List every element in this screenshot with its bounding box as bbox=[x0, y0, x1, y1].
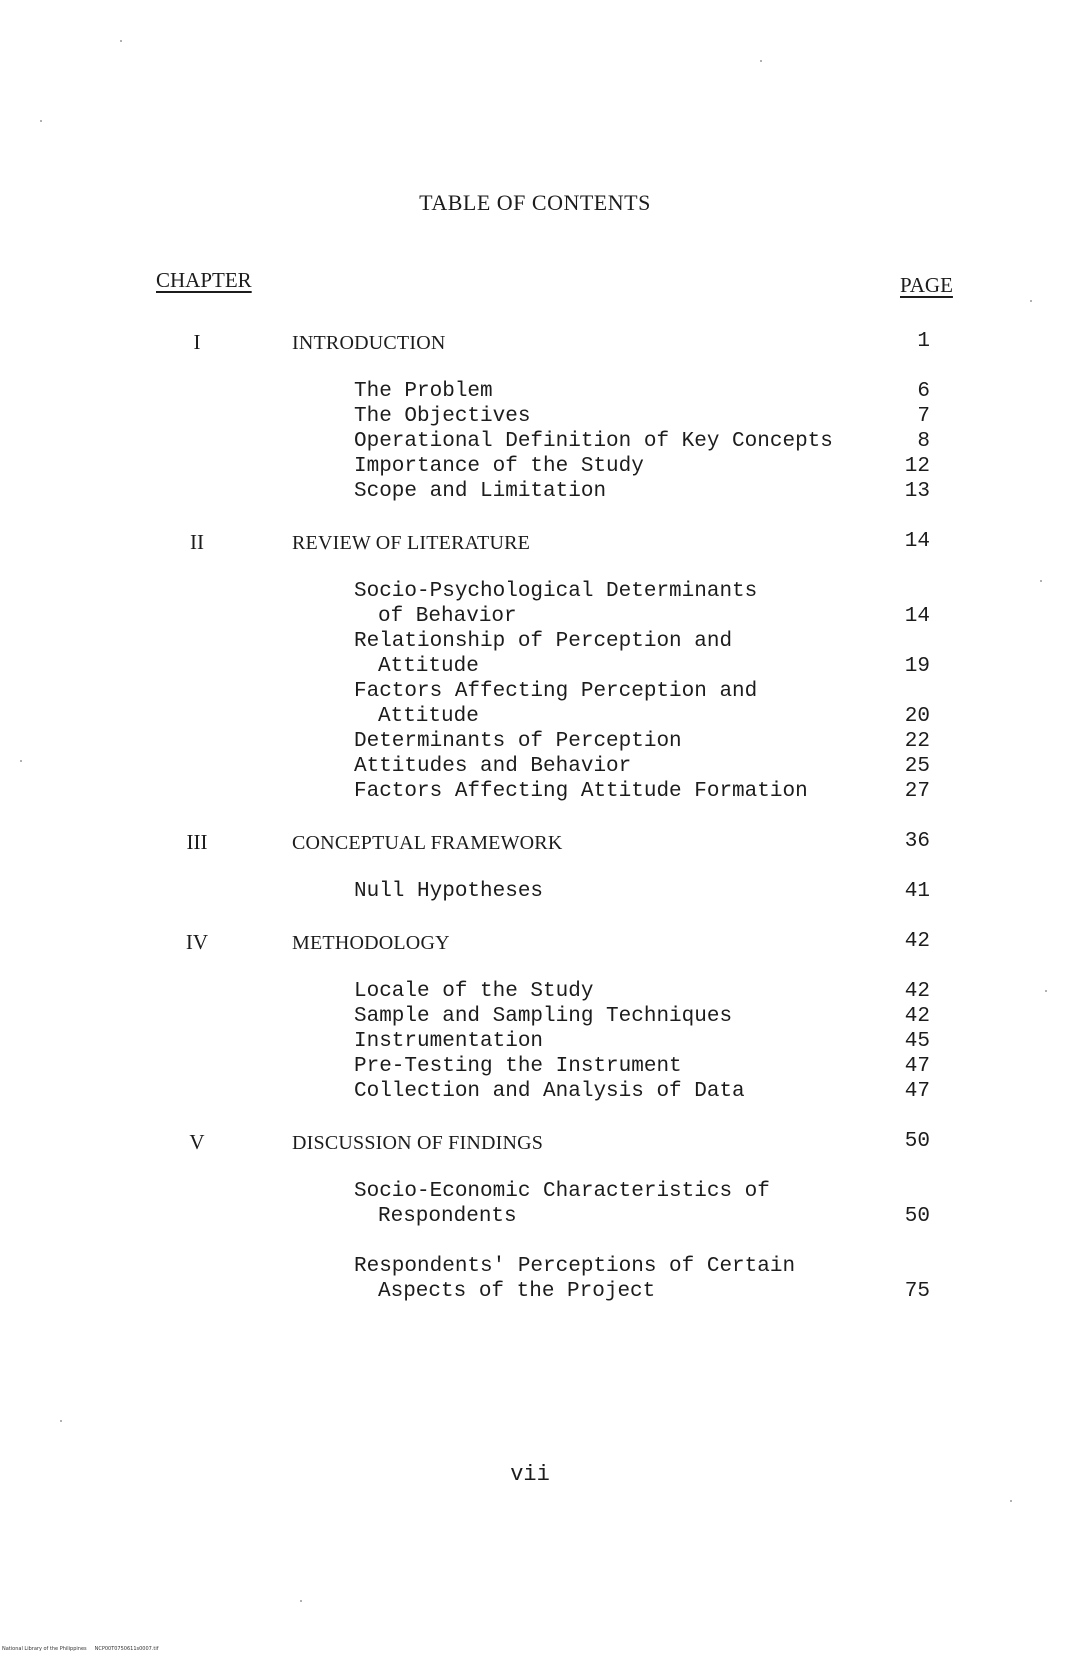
chapter-page: 36 bbox=[904, 830, 930, 853]
section-row bbox=[0, 1055, 1091, 1083]
section-row bbox=[0, 780, 1091, 808]
section-title: The Problem bbox=[354, 380, 493, 403]
section-title-continued: Respondents bbox=[378, 1205, 517, 1228]
chapter-number: V bbox=[189, 1130, 205, 1154]
section-title: Pre-Testing the Instrument bbox=[354, 1055, 682, 1078]
section-row bbox=[0, 430, 1091, 458]
section-row bbox=[0, 630, 1091, 658]
section-title-continued: Aspects of the Project bbox=[378, 1280, 656, 1303]
scan-speck bbox=[1030, 300, 1032, 302]
section-title: Locale of the Study bbox=[354, 980, 594, 1003]
section-title: Respondents' Perceptions of Certain bbox=[354, 1255, 796, 1278]
section-page: 12 bbox=[904, 455, 930, 478]
section-row bbox=[0, 730, 1091, 758]
section-page: 22 bbox=[904, 730, 930, 753]
page-title: TABLE OF CONTENTS bbox=[419, 190, 651, 215]
chapter-page: 14 bbox=[904, 530, 930, 553]
section-title: Operational Definition of Key Concepts bbox=[354, 430, 833, 453]
chapter-row bbox=[0, 830, 1091, 858]
page-number: vii bbox=[510, 1462, 550, 1487]
section-title: Attitudes and Behavior bbox=[354, 755, 632, 778]
section-title-continued: Attitude bbox=[378, 705, 479, 728]
section-page: 27 bbox=[904, 780, 930, 803]
scan-speck bbox=[120, 40, 122, 42]
section-row bbox=[0, 605, 1091, 633]
section-title: Sample and Sampling Techniques bbox=[354, 1005, 733, 1028]
scan-speck bbox=[1010, 1500, 1012, 1502]
section-title: Factors Affecting Perception and bbox=[354, 680, 758, 703]
section-title: Socio-Economic Characteristics of bbox=[354, 1180, 770, 1203]
section-page: 6 bbox=[917, 380, 930, 403]
chapter-row bbox=[0, 1130, 1091, 1158]
section-title-continued: Attitude bbox=[378, 655, 479, 678]
section-page: 8 bbox=[917, 430, 930, 453]
section-title: Importance of the Study bbox=[354, 455, 644, 478]
scan-speck bbox=[300, 1600, 302, 1602]
scan-speck bbox=[20, 760, 22, 762]
section-page: 25 bbox=[904, 755, 930, 778]
section-row bbox=[0, 405, 1091, 433]
chapter-row bbox=[0, 330, 1091, 358]
chapter-page: 50 bbox=[904, 1130, 930, 1153]
section-page: 47 bbox=[904, 1055, 930, 1078]
section-page: 75 bbox=[904, 1280, 930, 1303]
scan-speck bbox=[40, 120, 42, 122]
chapter-number: IV bbox=[185, 930, 209, 954]
section-page: 50 bbox=[904, 1205, 930, 1228]
section-title: Scope and Limitation bbox=[354, 480, 607, 503]
section-row bbox=[0, 480, 1091, 508]
section-row bbox=[0, 580, 1091, 608]
section-title: Factors Affecting Attitude Formation bbox=[354, 780, 808, 803]
section-page: 42 bbox=[904, 980, 930, 1003]
section-row bbox=[0, 1280, 1091, 1308]
chapter-column-header: CHAPTER bbox=[156, 268, 252, 292]
section-row bbox=[0, 1205, 1091, 1233]
chapter-title: INTRODUCTION bbox=[292, 332, 446, 354]
section-title: The Objectives bbox=[354, 405, 531, 428]
chapter-title: DISCUSSION OF FINDINGS bbox=[292, 1132, 544, 1154]
section-row bbox=[0, 680, 1091, 708]
section-row bbox=[0, 880, 1091, 908]
chapter-number: II bbox=[190, 530, 204, 554]
scan-speck bbox=[1040, 580, 1042, 582]
section-title: Determinants of Perception bbox=[354, 730, 682, 753]
scan-speck bbox=[60, 1420, 62, 1422]
section-title: Null Hypotheses bbox=[354, 880, 544, 903]
section-row bbox=[0, 1180, 1091, 1208]
section-title-continued: of Behavior bbox=[378, 605, 517, 628]
page-column-header: PAGE bbox=[900, 273, 953, 297]
section-row bbox=[0, 655, 1091, 683]
section-title: Collection and Analysis of Data bbox=[354, 1080, 745, 1103]
section-page: 47 bbox=[904, 1080, 930, 1103]
chapter-row bbox=[0, 530, 1091, 558]
chapter-number: III bbox=[186, 830, 208, 854]
section-title: Socio-Psychological Determinants bbox=[354, 580, 758, 603]
section-title: Instrumentation bbox=[354, 1030, 544, 1053]
scan-speck bbox=[1045, 990, 1047, 992]
section-row bbox=[0, 980, 1091, 1008]
section-page: 20 bbox=[904, 705, 930, 728]
section-row bbox=[0, 1255, 1091, 1283]
chapter-title: CONCEPTUAL FRAMEWORK bbox=[292, 832, 563, 854]
section-page: 42 bbox=[904, 1005, 930, 1028]
section-page: 7 bbox=[917, 405, 930, 428]
section-page: 19 bbox=[904, 655, 930, 678]
section-page: 41 bbox=[904, 880, 930, 903]
section-page: 45 bbox=[904, 1030, 930, 1053]
section-row bbox=[0, 1030, 1091, 1058]
footer-stamp: National Library of the Philippines NCP00T0750611s0007.tif bbox=[2, 1646, 159, 1652]
section-page: 13 bbox=[904, 480, 930, 503]
section-title: Relationship of Perception and bbox=[354, 630, 733, 653]
chapter-title: REVIEW OF LITERATURE bbox=[292, 532, 531, 554]
section-row bbox=[0, 380, 1091, 408]
chapter-number: I bbox=[193, 330, 201, 354]
section-row bbox=[0, 455, 1091, 483]
chapter-title: METHODOLOGY bbox=[292, 932, 450, 954]
section-row bbox=[0, 705, 1091, 733]
section-page: 14 bbox=[904, 605, 930, 628]
chapter-page: 42 bbox=[904, 930, 930, 953]
scan-speck bbox=[760, 60, 762, 62]
section-row bbox=[0, 755, 1091, 783]
section-row bbox=[0, 1005, 1091, 1033]
section-row bbox=[0, 1080, 1091, 1108]
chapter-page: 1 bbox=[917, 330, 930, 353]
chapter-row bbox=[0, 930, 1091, 958]
